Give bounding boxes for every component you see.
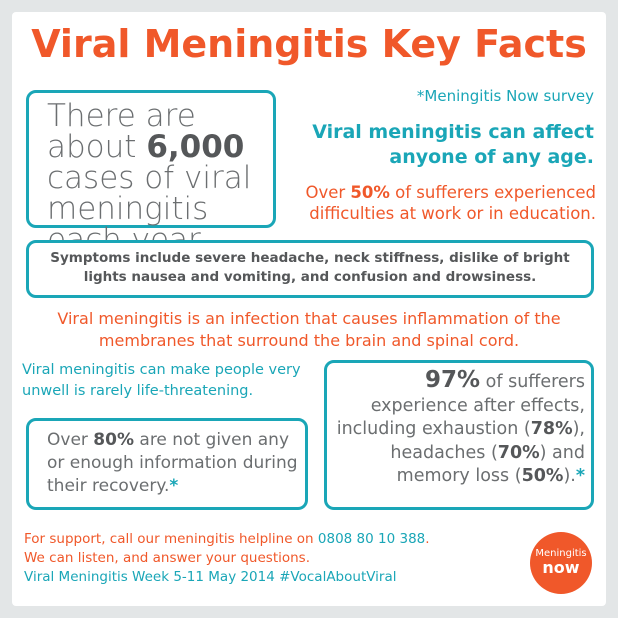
work-percent: 50% [350,183,390,202]
infection-statement: Viral meningitis is an infection that causes inflammation of the membranes that surround the brain and spinal cord. [57,309,561,350]
headaches-percent: 70% [497,442,540,463]
work-suffix: of sufferers experienced difficulties at work or in education. [309,183,596,223]
after-effects-text [333,369,585,489]
unwell-statement: Viral meningitis can make people very unwell is rarely life-threatening. [22,362,301,399]
after-effects-text1: of sufferers experience after effects, including exhaustion ( [336,372,585,439]
listen-line: We can listen, and answer your questions. [24,550,311,566]
symptoms-text: Symptoms include severe headache, neck stiffness, dislike of bright lights nausea and vomiting, and confusion and drowsiness. [50,250,570,285]
survey-note: *Meningitis Now survey [416,87,594,105]
cases-number: 6,000 [146,129,245,165]
information-suffix: are not given any or enough information during their recovery. [47,430,298,496]
page-title: Viral Meningitis Key Facts [31,22,587,66]
information-text [47,429,301,498]
work-statement [280,182,596,224]
logo-top-text: Meningitis [535,548,587,559]
cases-box [26,90,276,228]
cases-suffix: cases of viral meningitis [47,160,252,227]
support-end: . [425,531,430,547]
symptoms-box [26,240,594,298]
after-effects-star: * [575,466,585,486]
information-prefix: Over [47,430,94,450]
after-effects-box [324,360,594,510]
affect-statement: Viral meningitis can affect anyone of any age. [312,121,594,168]
after-effects-percent: 97% [425,367,481,393]
information-star: * [169,476,179,496]
after-effects-text2: ), headaches ( [390,419,585,463]
information-box [26,418,308,510]
meningitis-now-logo [530,532,592,594]
cases-statement [47,98,273,256]
cases-prefix: There are about [47,98,196,165]
memory-percent: 50% [521,466,564,486]
logo-bottom-text: now [542,558,580,577]
work-prefix: Over [305,183,351,202]
exhaustion-percent: 78% [530,419,573,439]
after-effects-text3: ) and memory loss ( [396,442,585,486]
infographic-card [12,12,606,606]
support-text: For support, call our meningitis helpline on [24,531,318,547]
support-line [24,530,524,549]
after-effects-text4: ). [563,466,576,486]
helpline-phone-link[interactable]: 0808 80 10 388 [317,531,426,547]
week-line: Viral Meningitis Week 5-11 May 2014 #VocalAboutViral [24,569,397,585]
information-percent: 80% [93,430,134,450]
